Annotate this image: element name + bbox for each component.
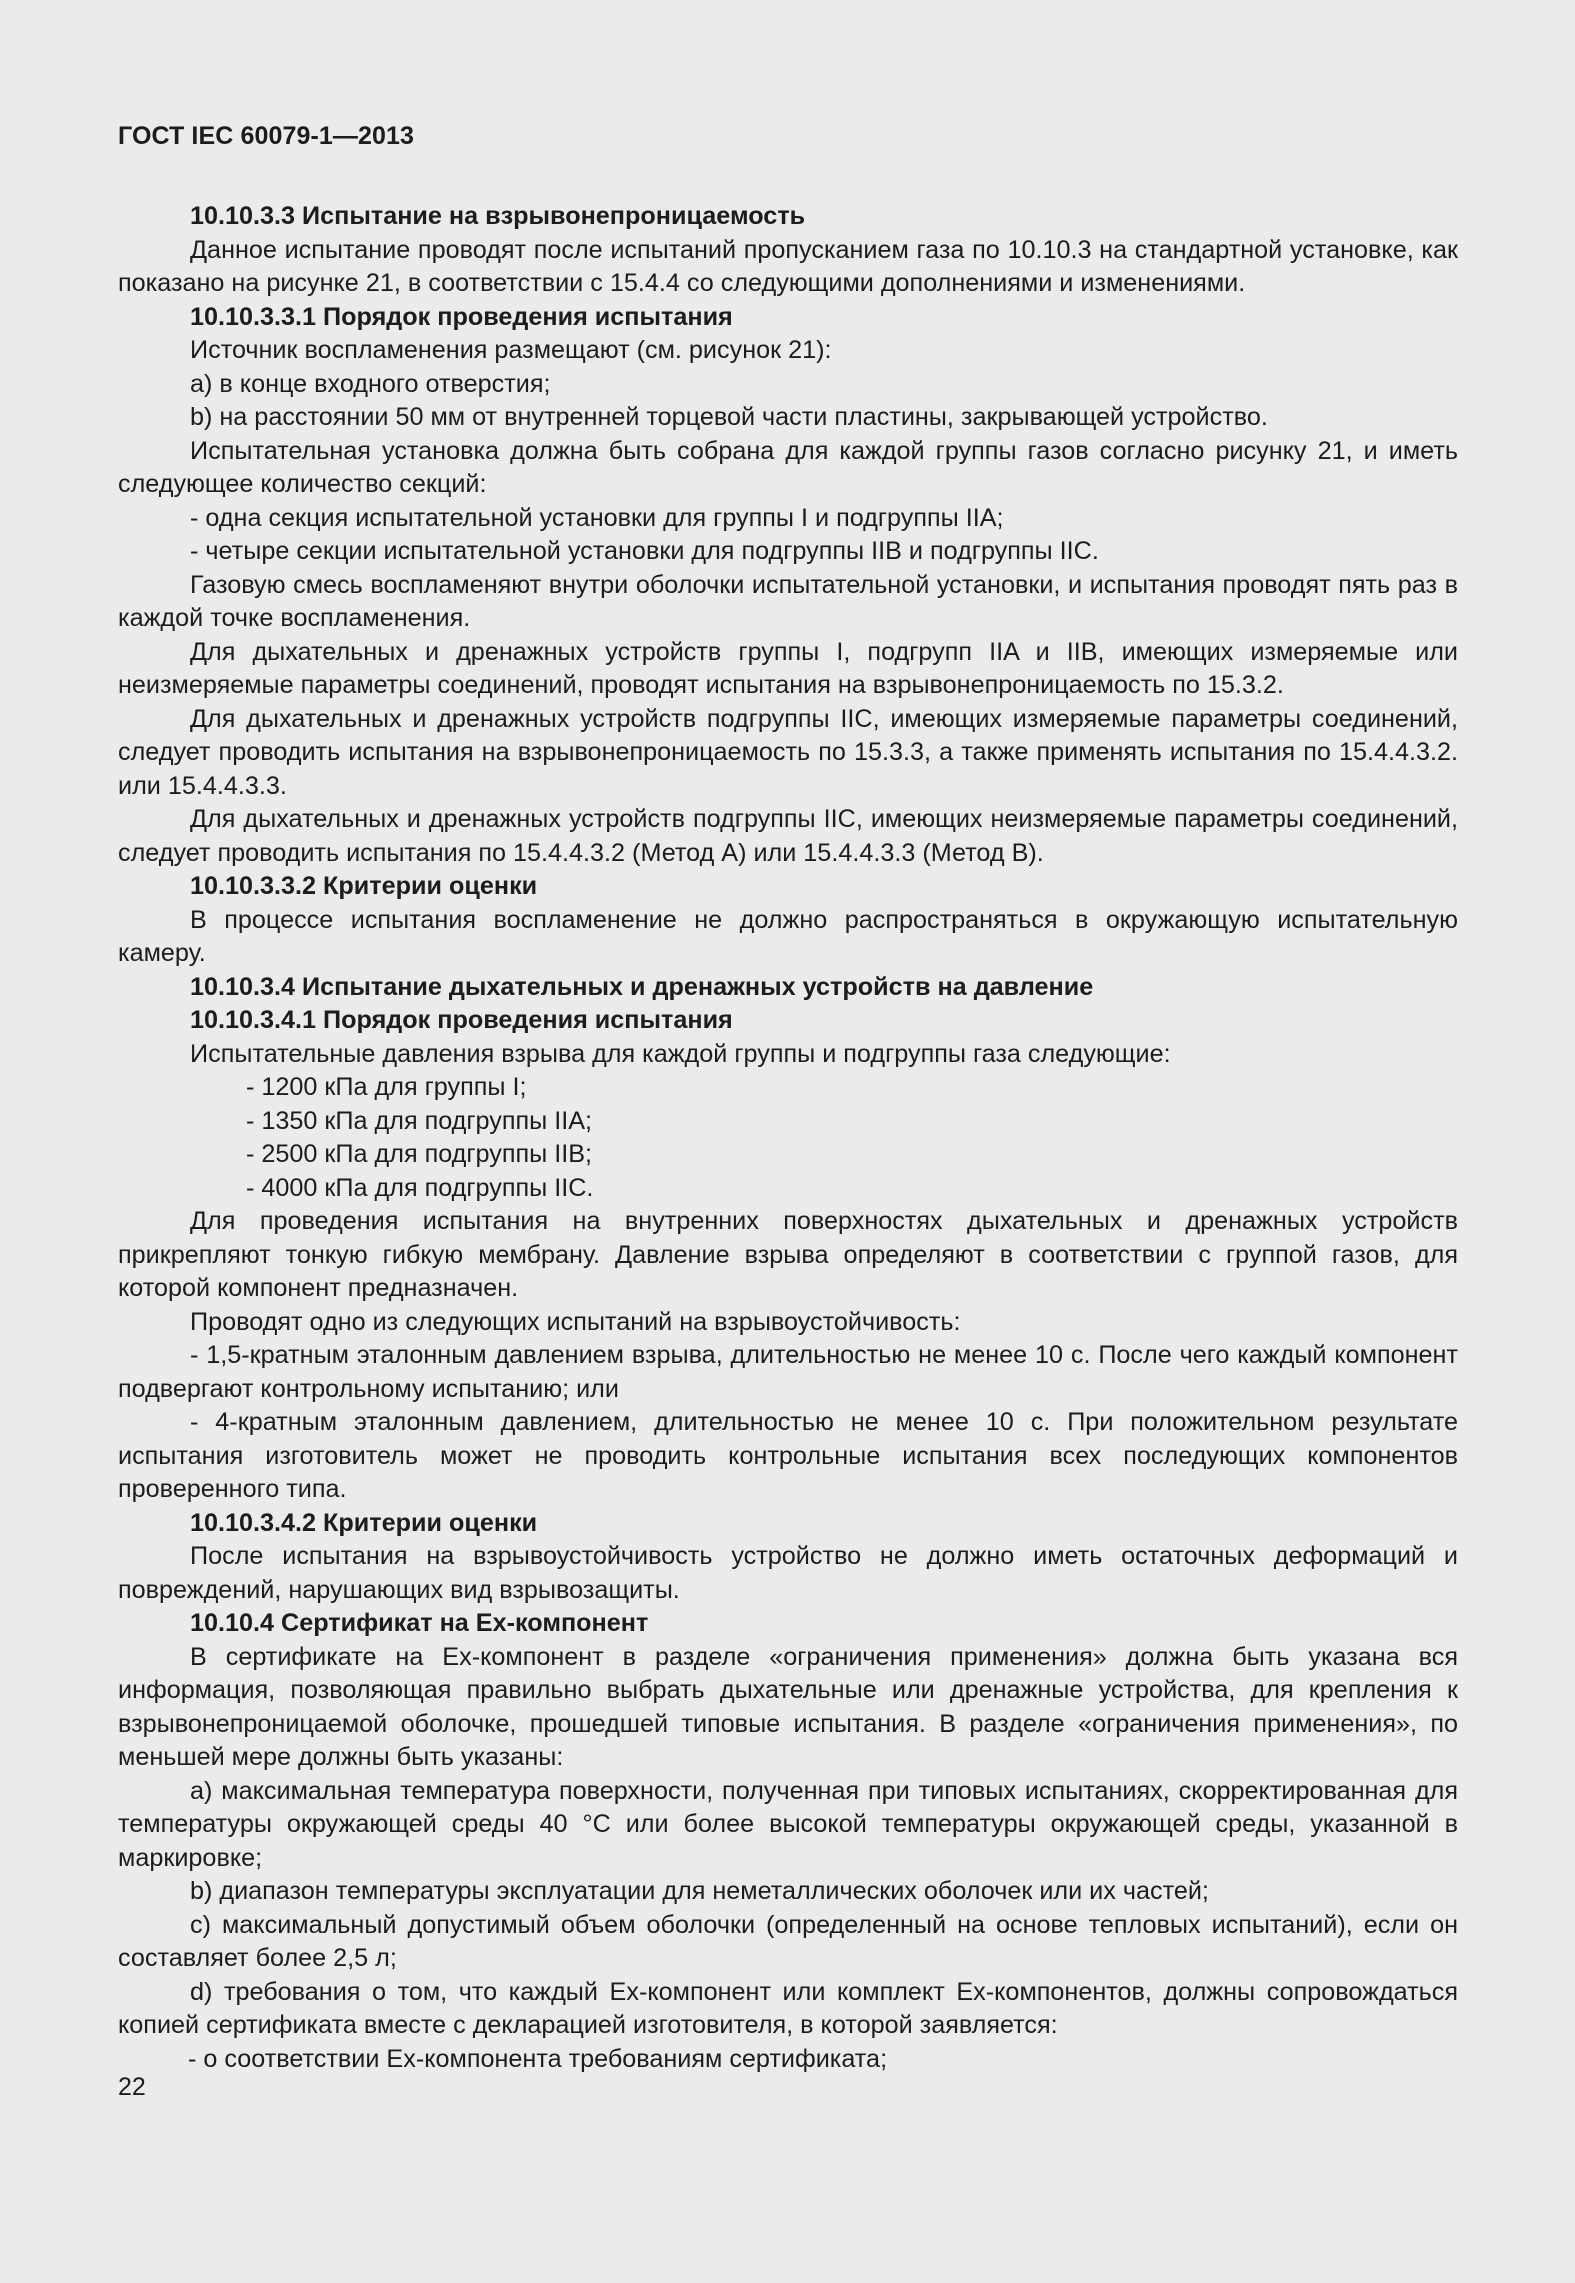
paragraph: a) максимальная температура поверхности, полученная при типовых испытаниях, скорректированная для температуры окружающей среды 40 °С или более высокой температуры окружающей среды, указанной в маркировке;	[118, 1776, 1458, 1872]
paragraph: Данное испытание проводят после испытаний пропусканием газа по 10.10.3 на стандартной установке, как показано на рисунке 21, в соответствии с 15.4.4 со следующими дополнениями и изменениями.	[118, 235, 1458, 297]
paragraph: В сертификате на Ex-компонент в разделе «ограничения применения» должна быть указана вся информация, позволяющая правильно выбрать дыхательные или дренажные устройства, для крепления к взрывонепроницаемой оболочке, прошедшей типовые испытания. В разделе «ограничения применения», по меньшей мере должны быть указаны:	[118, 1642, 1458, 1771]
list-item: - 1350 кПа для подгруппы IIA;	[246, 1106, 593, 1135]
section-heading: 10.10.3.4 Испытание дыхательных и дренажных устройств на давление	[190, 972, 1094, 1001]
section-heading: 10.10.3.3 Испытание на взрывонепроницаемость	[190, 202, 806, 230]
section-heading: 10.10.3.4.2 Критерии оценки	[190, 1508, 538, 1537]
page-number: 22	[118, 2073, 146, 2101]
paragraph: - 1,5-кратным эталонным давлением взрыва, длительностью не менее 10 с. После чего каждый компонент подвергают контрольному испытанию; или	[118, 1341, 1458, 1403]
document-body	[118, 200, 1458, 2076]
list-item: - 4000 кПа для подгруппы IIC.	[246, 1173, 594, 1202]
paragraph: d) требования о том, что каждый Ex-компонент или комплект Ex-компонентов, должны сопровождаться копией сертификата вместе с декларацией изготовителя, в которой заявляется:	[118, 1977, 1458, 2039]
paragraph: Проводят одно из следующих испытаний на взрывоустойчивость:	[190, 1307, 961, 1336]
paragraph: Для дыхательных и дренажных устройств подгруппы IIC, имеющих измеряемые параметры соединений, следует проводить испытания на взрывонепроницаемость по 15.3.3, а также применять испытания по 15.4.4.3.2. или 15.4.4.3.3.	[118, 704, 1458, 800]
paragraph: Для проведения испытания на внутренних поверхностях дыхательных и дренажных устройств прикрепляют тонкую гибкую мембрану. Давление взрыва определяют в соответствии с группой газов, для которой компонент предназначен.	[118, 1207, 1458, 1302]
paragraph: c) максимальный допустимый объем оболочки (определенный на основе тепловых испытаний), если он составляет более 2,5 л;	[118, 1910, 1458, 1972]
list-item: - о соответствии Ex-компонента требованиям сертификата;	[188, 2044, 888, 2073]
paragraph: Для дыхательных и дренажных устройств подгруппы IIC, имеющих неизмеряемые параметры соединений, следует проводить испытания по 15.4.4.3.2 (Метод А) или 15.4.4.3.3 (Метод В).	[118, 805, 1458, 867]
paragraph: - 4-кратным эталонным давлением, длительностью не менее 10 с. При положительном результате испытания изготовитель может не проводить контрольные испытания всех последующих компонентов проверенного типа.	[118, 1408, 1458, 1503]
paragraph: a) в конце входного отверстия;	[190, 369, 551, 398]
paragraph: Испытательные давления взрыва для каждой группы и подгруппы газа следующие:	[190, 1039, 1171, 1068]
list-item: - 2500 кПа для подгруппы IIB;	[246, 1140, 593, 1168]
section-heading: 10.10.3.3.1 Порядок проведения испытания	[190, 302, 733, 331]
paragraph: Испытательная установка должна быть собрана для каждой группы газов согласно рисунку 21, и иметь следующее количество секций:	[118, 436, 1458, 498]
paragraph: b) на расстоянии 50 мм от внутренней торцевой части пластины, закрывающей устройство.	[190, 403, 1268, 431]
paragraph: После испытания на взрывоустойчивость устройство не должно иметь остаточных деформаций и повреждений, нарушающих вид взрывозащиты.	[118, 1542, 1458, 1604]
section-heading: 10.10.3.4.1 Порядок проведения испытания	[190, 1006, 733, 1034]
paragraph: - четыре секции испытательной установки для подгруппы IIB и подгруппы IIC.	[190, 537, 1099, 565]
paragraph: b) диапазон температуры эксплуатации для неметаллических оболочек или их частей;	[190, 1877, 1209, 1905]
paragraph: Для дыхательных и дренажных устройств группы I, подгрупп IIA и IIB, имеющих измеряемые или неизмеряемые параметры соединений, проводят испытания на взрывонепроницаемость по 15.3.2.	[118, 637, 1458, 699]
section-heading: 10.10.3.3.2 Критерии оценки	[190, 872, 538, 900]
list-item: - 1200 кПа для группы I;	[246, 1073, 527, 1101]
section-heading: 10.10.4 Сертификат на Ex-компонент	[190, 1609, 649, 1637]
paragraph: Источник воспламенения размещают (см. рисунок 21):	[190, 336, 832, 364]
paragraph: - одна секция испытательной установки для группы I и подгруппы IIA;	[190, 503, 1004, 532]
paragraph: В процессе испытания воспламенение не должно распространяться в окружающую испытательную камеру.	[118, 905, 1458, 967]
paragraph: Газовую смесь воспламеняют внутри оболочки испытательной установки, и испытания проводят пять раз в каждой точке воспламенения.	[118, 570, 1458, 632]
document-header: ГОСТ IEC 60079-1—2013	[118, 122, 415, 150]
